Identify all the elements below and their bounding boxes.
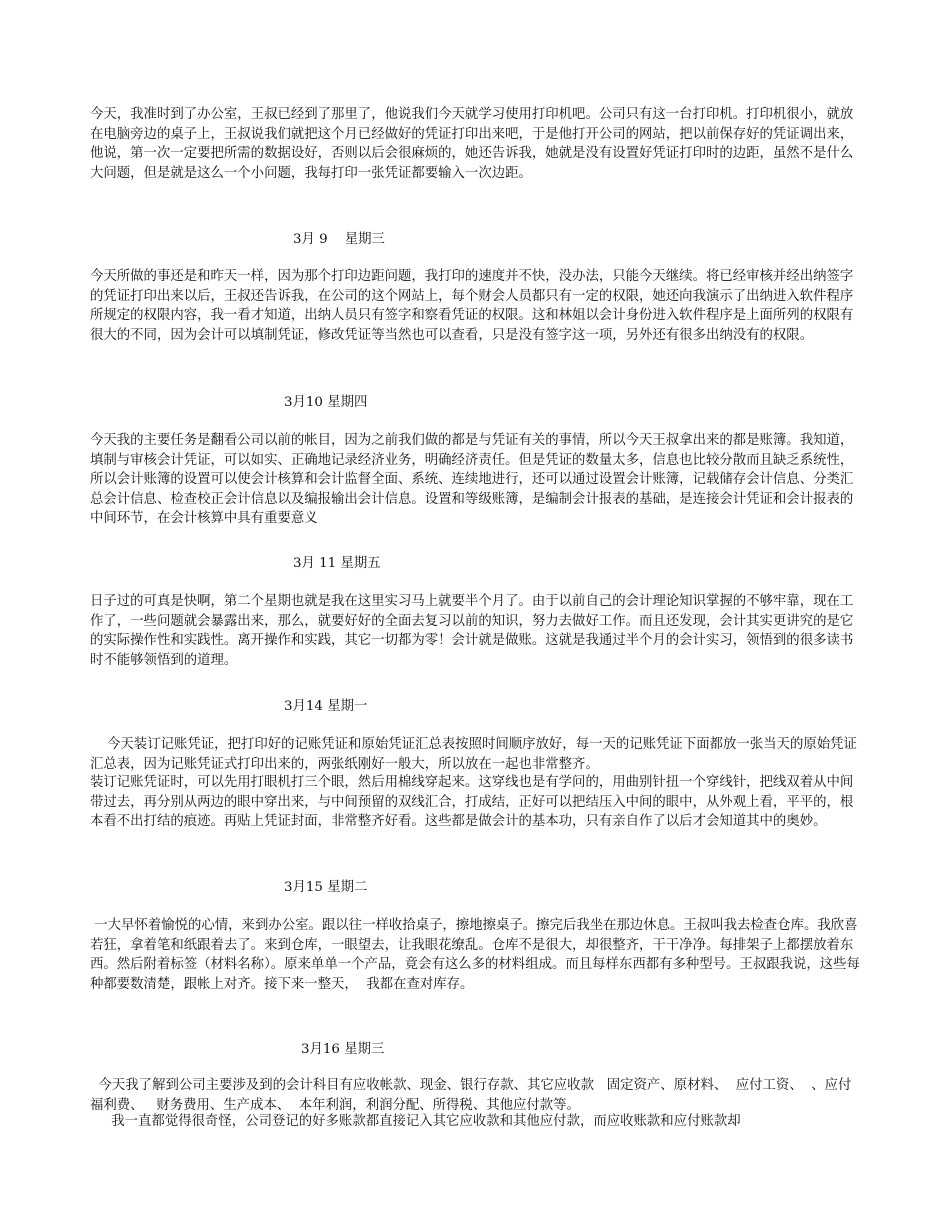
date-heading: 3月 11 星期五 xyxy=(293,556,381,571)
diary-paragraph: 今天我了解到公司主要涉及到的会计科目有应收帐款、现金、银行存款、其它应收款 固定资产、原材料、 应付工资、 、应付福利费、 财务费用、生产成本、 本年利润，利润分配、所得税、其他应付款等。 xyxy=(90,1078,852,1113)
diary-paragraph: 今天我的主要任务是翻看公司以前的帐目，因为之前我们做的都是与凭证有关的事情，所以今天王叔拿出来的都是账簿。我知道，填制与审核会计凭证，可以如实、正确地记录经济业务，明确经济责任。但是凭证的数量太多，信息也比较分散而且缺乏系统性，所以会计账簿的设置可以使会计核算和会计监督全面、系统、连续地进行，还可以通过设置会计账簿，记载储存会计信息、分类汇总会计信息、检查校正会计信息以及编报输出会计信息。设置和等级账簿，是编制会计报表的基础，是连接会计凭证和会计报表的中间环节，在会计核算中具有重要意义 xyxy=(90,433,854,527)
date-heading: 3月14 星期一 xyxy=(284,699,368,714)
diary-paragraph: 一大早怀着愉悦的心情，来到办公室。跟以往一样收拾桌子，擦地擦桌子。擦完后我坐在那边休息。王叔叫我去检查仓库。我欣喜若狂，拿着笔和纸跟着去了。来到仓库，一眼望去，让我眼花缭乱。仓库不是很大，却很整齐，干干净净。每排架子上都摆放着东西。然后附着标签（材料名称）。原来单单一个产品，竟会有这么多的材料组成。而且每样东西都有多种型号。王叔跟我说，这些每种都要数清楚，跟帐上对齐。接下来一整天， 我都在查对库存。 xyxy=(90,918,860,992)
date-heading: 3月15 星期二 xyxy=(284,880,368,895)
date-heading: 3月16 星期三 xyxy=(301,1042,385,1057)
diary-paragraph: 今天装订记账凭证，把打印好的记账凭证和原始凭证汇总表按照时间顺序放好，每一天的记账凭证下面都放一张当天的原始凭证汇总表，因为记账凭证式打印出来的，两张纸刚好一般大，所以放在一起也非常整齐。 xyxy=(90,737,857,772)
diary-paragraph: 今天所做的事还是和昨天一样，因为那个打印边距问题，我打印的速度并不快，没办法，只能今天继续。将已经审核并经出纳签字的凭证打印出来以后，王叔还告诉我，在公司的这个网站上，每个财会人员都只有一定的权限，她还向我演示了出纳进入软件程序所规定的权限内容，我一看才知道，出纳人员只有签字和察看凭证的权限。这和林姐以会计身份进入软件程序是上面所列的权限有很大的不同，因为会计可以填制凭证，修改凭证等当然也可以查看，只是没有签字这一项，另外还有很多出纳没有的权限。 xyxy=(90,269,854,343)
diary-paragraph: 装订记账凭证时，可以先用打眼机打三个眼，然后用棉线穿起来。这穿线也是有学问的，用曲别针扭一个穿线针，把线双着从中间带过去，再分别从两边的眼中穿出来，与中间预留的双线汇合，打成结，正好可以把结压入中间的眼中，从外观上看，平平的，根本看不出打结的痕迹。再贴上凭证封面，非常整齐好看。这些都是做会计的基本功，只有亲自作了以后才会知道其中的奥妙。 xyxy=(90,775,854,830)
diary-paragraph: 今天，我准时到了办公室，王叔已经到了那里了，他说我们今天就学习使用打印机吧。公司只有这一台打印机。打印机很小，就放在电脑旁边的桌子上，王叔说我们就把这个月已经做好的凭证打印出来吧，于是他打开公司的网站，把以前保存好的凭证调出来，他说，第一次一定要把所需的数据设好，否则以后会很麻烦的，她还告诉我，她就是没有设置好凭证打印时的边距，虽然不是什么大问题，但是就是这么一个小问题，我每打印一张凭证都要输入一次边距。 xyxy=(90,107,854,181)
date-heading: 3月 9 星期三 xyxy=(293,232,385,247)
diary-paragraph: 日子过的可真是快啊，第二个星期也就是我在这里实习马上就要半个月了。由于以前自己的会计理论知识掌握的不够牢靠，现在工作了，一些问题就会暴露出来，那么，就要好好的全面去复习以前的知识，努力去做好工作。而且还发现，会计其实更讲究的是它的实际操作性和实践性。离开操作和实践，其它一切都为零！会计就是做账。这就是我通过半个月的会计实习，领悟到的很多读书时不能够领悟到的道理。 xyxy=(90,594,854,668)
diary-paragraph: 我一直都觉得很奇怪，公司登记的好多账款都直接记入其它应收款和其他应付款，而应收账款和应付账款却 xyxy=(90,1114,741,1129)
date-heading: 3月10 星期四 xyxy=(284,395,368,410)
